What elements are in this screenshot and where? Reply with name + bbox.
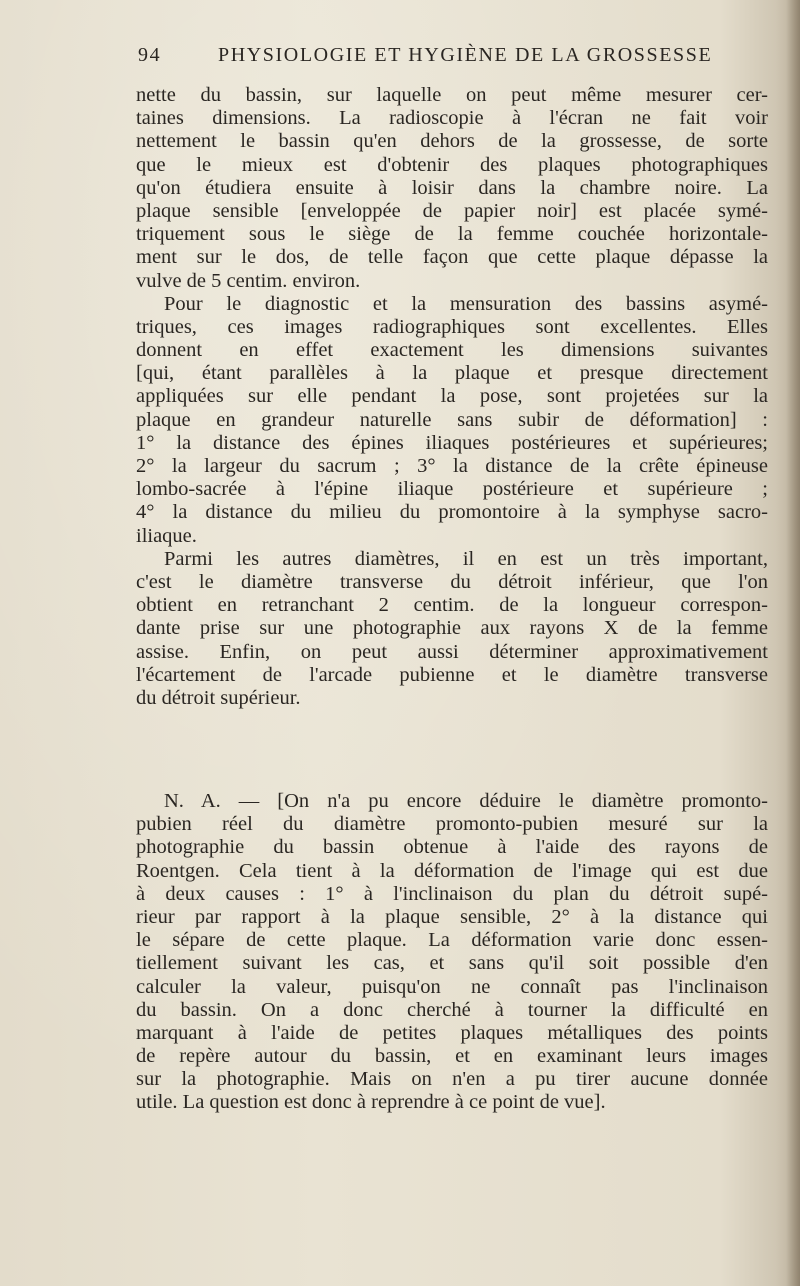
page-edge-shadow [786,0,800,1286]
text-line: [qui, étant parallèles à la plaque et presque directement [136,362,768,385]
note-line: marquant à l'aide de petites plaques métalliques des points [136,1021,768,1044]
note-line: sur la photographie. Mais on n'en a pu tirer aucune donnée [136,1068,768,1091]
note-line: tiellement suivant les cas, et sans qu'il soit possible d'en [136,952,768,975]
text-line: nettement le bassin qu'en dehors de la grossesse, de sorte [136,130,768,153]
text-line: plaque en grandeur naturelle sans subir de déformation] : [136,408,768,431]
text-line: que le mieux est d'obtenir des plaques photographiques [136,153,768,176]
text-line: dante prise sur une photographie aux rayons X de la femme [136,617,768,640]
running-title: PHYSIOLOGIE ET HYGIÈNE DE LA GROSSESSE [218,44,713,66]
note-line: pubien réel du diamètre promonto-pubien mesuré sur la [136,813,768,836]
text-line: plaque sensible [enveloppée de papier noir] est placée symé- [136,199,768,222]
note-line: N. A. — [On n'a pu encore déduire le diamètre promonto- [164,790,768,812]
note-line: calculer la valeur, puisqu'on ne connaît pas l'inclinaison [136,975,768,998]
note-line: à deux causes : 1° à l'inclinaison du plan du détroit supé- [136,882,768,905]
note-line: utile. La question est donc à reprendre à ce point de vue]. [136,1091,606,1114]
text-line: taines dimensions. La radioscopie à l'écran ne fait voir [136,107,768,130]
text-line: Parmi les autres diamètres, il en est un très important, [164,547,768,570]
text-line: appliquées sur elle pendant la pose, sont projetées sur la [136,385,768,408]
text-line: 2° la largeur du sacrum ; 3° la distance de la crête épineuse [136,455,768,477]
page-number: 94 [138,44,162,66]
text-line: donnent en effet exactement les dimensions suivantes [136,339,768,362]
note-line: photographie du bassin obtenue à l'aide des rayons de [136,836,768,859]
text-line: lombo-sacrée à l'épine iliaque postérieure et supérieure ; [136,478,768,501]
text-line: qu'on étudiera ensuite à loisir dans la chambre noire. La [136,176,768,199]
text-line: iliaque. [136,524,197,547]
note-line: Roentgen. Cela tient à la déformation de l'image qui est due [136,859,768,882]
text-line: Pour le diagnostic et la mensuration des bassins asymé- [164,292,768,315]
note-line: du bassin. On a donc cherché à tourner la difficulté en [136,998,768,1021]
text-line: l'écartement de l'arcade pubienne et le diamètre transverse [136,663,768,686]
text-line: vulve de 5 centim. environ. [136,269,361,292]
text-line: 4° la distance du milieu du promontoire à la symphyse sacro- [136,501,768,524]
page-header [138,44,773,74]
note-line: le sépare de cette plaque. La déformation varie donc essen- [136,929,768,952]
author-note [136,790,768,1115]
note-line: de repère autour du bassin, et en examinant leurs images [136,1045,768,1068]
main-text [136,84,768,710]
text-line: c'est le diamètre transverse du détroit inférieur, que l'on [136,570,768,593]
note-line: rieur par rapport à la plaque sensible, 2° à la distance qui [136,905,768,928]
text-line: triquement sous le siège de la femme couchée horizontale- [136,223,768,246]
text-line: obtient en retranchant 2 centim. de la longueur correspon- [136,594,768,617]
text-line: 1° la distance des épines iliaques postérieures et supérieures; [136,431,768,454]
text-line: ment sur le dos, de telle façon que cette plaque dépasse la [136,246,768,269]
text-line: nette du bassin, sur laquelle on peut même mesurer cer- [136,84,768,106]
text-line: triques, ces images radiographiques sont excellentes. Elles [136,315,768,338]
text-line: du détroit supérieur. [136,686,301,709]
text-line: assise. Enfin, on peut aussi déterminer approximativement [136,640,768,663]
